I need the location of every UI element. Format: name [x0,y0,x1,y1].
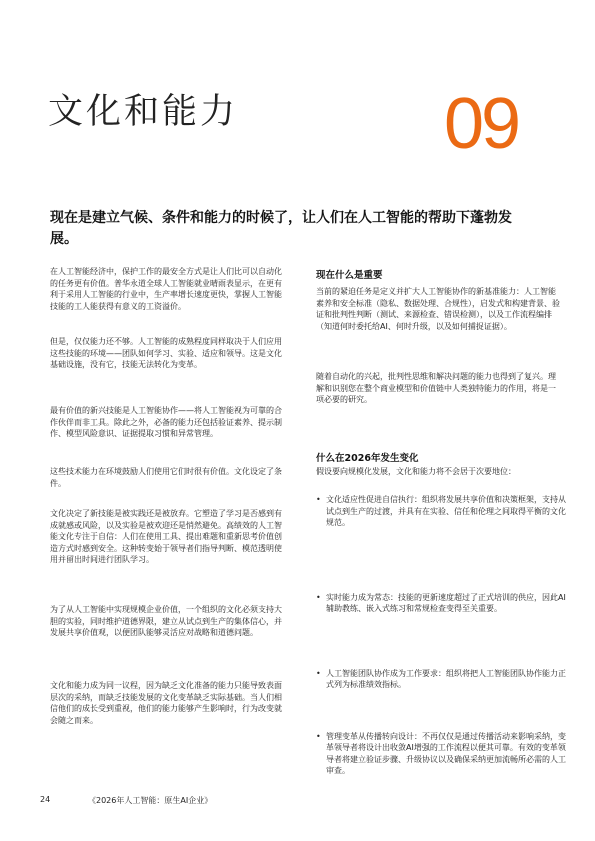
headline: 现在是建立气候、条件和能力的时候了，让人们在人工智能的帮助下蓬勃发展。 [50,210,512,247]
list-item [316,731,572,777]
chapter-number: 09 [444,84,519,164]
list-item [316,494,572,529]
list-item-text: 人工智能团队协作成为工作要求：组织将把人工智能团队协作能力正式列为标准绩效指标。 [326,668,566,689]
left-paragraph-5: 文化决定了新技能是被实践还是被放弃。它塑造了学习是否感到有成就感或风险，以及实验是被欢迎还是悄然避免。高绩效的人工智能文化专注于自信：人们在使用工具、提出难题和重新思考价值创造方式时感到安全。这种转变始于领导者们指导判断、模范透明使用并留出时间进行团队学习。 [50,509,282,564]
list-item [316,668,572,691]
left-paragraph-4: 这些技术能力在环境鼓励人们使用它们时很有价值。文化设定了条件。 [50,467,282,488]
bullet-icon: • [316,495,321,504]
right-paragraph-1: 当前的紧迫任务是定义并扩大人工智能协作的新基准能力：人工智能素养和安全标准（隐私、数据处理、合规性），启发式和构建背景、验证和批判性判断（测试、来源检查、错误检测），以及工作流程编排（知道何时委托给AI、何时升级，以及如何捕捉证据）。 [316,287,560,331]
footer-publication-title: 《2026年人工智能：原生AI企业》 [88,796,213,805]
left-paragraph-7: 文化和能力成为同一议程，因为缺乏文化准备的能力只能导致表面层次的采纳，而缺乏技能发展的文化变革缺乏实际基础。当人们相信他们的成长受到重视，他们的能力能够产生影响时，行为改变就会随之而来。 [50,681,282,725]
list-item-text: 管理变革从传播转向设计：不再仅仅是通过传播活动来影响采纳，变革领导者将设计出收敛AI增强的工作流程以便其可靠。有效的变革领导者将建立验证步骤、升级协议以及确保采纳更加流畅所必需的人工审查。 [326,731,566,775]
left-paragraph-3: 最有价值的新兴技能是人工智能协作——将人工智能视为可靠的合作伙伴而非工具。除此之外，必备的能力还包括验证素养、提示制作、模型风险意识、证据提取习惯和异常管理。 [50,406,282,438]
list-item-text: 实时能力成为常态：技能的更新速度超过了正式培训的供应，因此AI辅助教练、嵌入式练习和常规检查变得至关重要。 [326,592,566,613]
section-title-what-matters: 现在什么是重要 [316,270,383,281]
chapter-title: 文化和能力 [48,92,239,132]
list-item-text: 文化适应性促进自信执行：组织将发展共享价值和决策框架，支持从试点到生产的过渡，并具有在实验、信任和伦理之间取得平衡的文化规范。 [326,495,566,527]
page-number: 24 [40,795,51,804]
bullet-icon: • [316,731,321,741]
section-title-2026-changes: 什么在2026年发生变化 [316,453,419,464]
left-paragraph-6: 为了从人工智能中实现规模企业价值，一个组织的文化必须支持大胆的实验，同时维护道德界限，建立从试点到生产的集体信心，并发展共享价值观，以便团队能够灵活应对战略和道德问题。 [50,605,282,637]
left-paragraph-1: 在人工智能经济中，保护工作的最安全方式是让人们比可以自动化的任务更有价值。普华永道全球人工智能就业晴雨表显示，在更有利于采用人工智能的行业中，生产率增长速度更快，掌握人工智能技能的工人能获得有意义的工资溢价。 [50,267,282,311]
section-2-intro: 假设要向规模化发展，文化和能力将不会居于次要地位： [316,467,516,476]
bullet-icon: • [316,668,321,678]
right-paragraph-2: 随着自动化的兴起，批判性思维和解决问题的能力也得到了复兴。理解和识别您在整个商业模型和价值链中人类独特能力的作用，将是一项必要的研究。 [316,372,556,404]
bullet-icon: • [316,592,321,602]
list-item [316,592,572,615]
left-paragraph-2: 但是，仅仅能力还不够。人工智能的成熟程度同样取决于人们应用这些技能的环境——团队如何学习、实验、适应和领导。这是文化基础设施，没有它，技能无法转化为变革。 [50,337,282,369]
